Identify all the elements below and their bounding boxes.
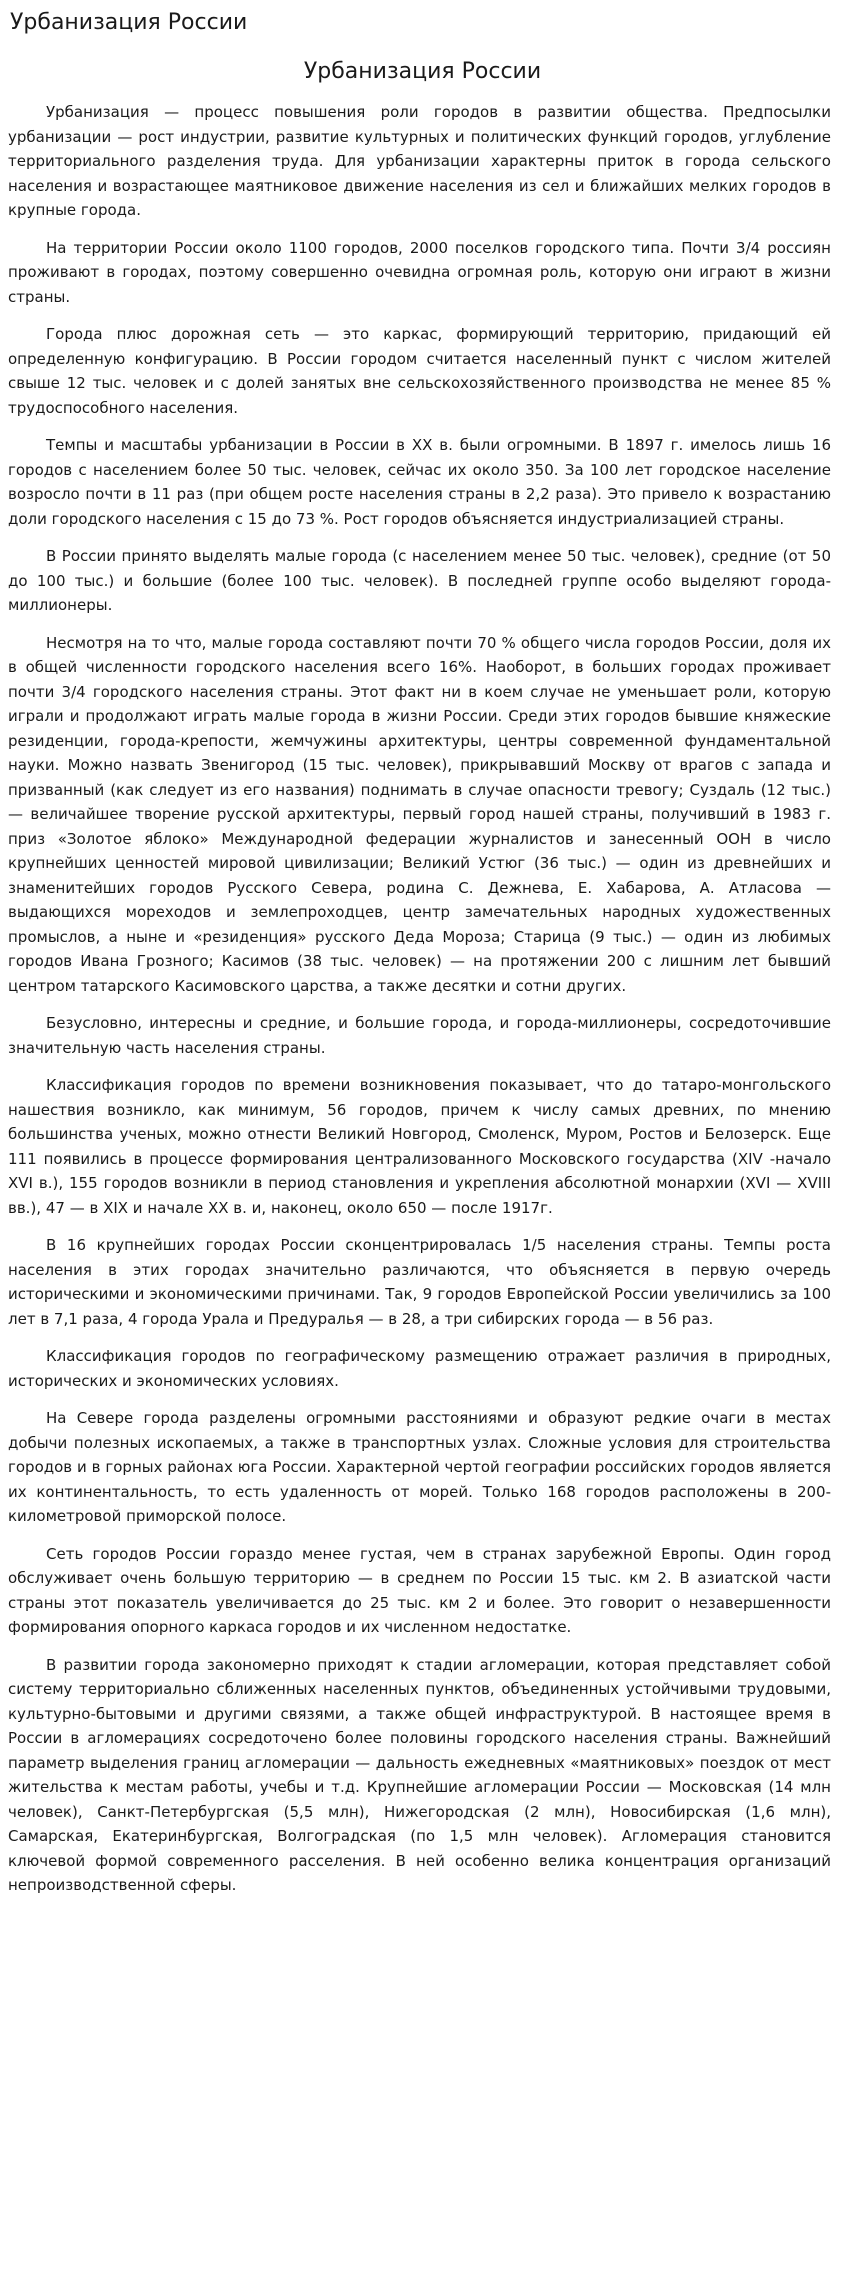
paragraph-city-count: На территории России около 1100 городов, 2000 поселков городского типа. Почти 3/4 россиян проживают в городах, поэтому совершенно очевидна огромная роль, которую они играют в жизни страны. — [8, 238, 831, 306]
paragraph-city-definition: Города плюс дорожная сеть — это каркас, формирующий территорию, придающий ей определенную конфигурацию. В России городом считается населенный пункт с числом жителей свыше 12 тыс. человек и с долей занятых вне сельскохозяйственного производства не менее 85 % трудоспособного населения. — [8, 325, 831, 417]
paragraph-agglomerations: В развитии города закономерно приходят к стадии агломерации, которая представляет собой систему территориально сближенных населенных пунктов, объединенных устойчивыми трудовыми, культурно-бытовыми и другими связями, а также общей инфраструктурой. В настоящее время в России в агломерациях сосредоточено более половины городского населения страны. Важнейший параметр выделения границ агломерации — дальность ежедневных «маятниковых» поездок от мест жительства к местам работы, учебы и т.д. Крупнейшие агломерации России — Московская (14 млн человек), Санкт-Петербургская (5,5 млн), Нижегородская (2 млн), Новосибирская (1,6 млн), Самарская, Екатеринбургская, Волгоградская (по 1,5 млн человек). Агломерация становится ключевой формой современного расселения. В ней особенно велика концентрация организаций непроизводственной сферы. — [8, 1655, 831, 1894]
window-title: Урбанизация России — [10, 10, 248, 35]
paragraph-largest-cities: В 16 крупнейших городах России сконцентрировалась 1/5 населения страны. Темпы роста населения в этих городах значительно различаются, что объясняется в первую очередь историческими и экономическими причинами. Так, 9 городов Европейской России увеличились за 100 лет в 7,1 раза, 4 города Урала и Предуралья — в 28, а три сибирских города — в 56 раз. — [8, 1236, 831, 1328]
paragraph-medium-large-cities: Безусловно, интересны и средние, и большие города, и города-миллионеры, сосредоточившие значительную часть населения страны. — [8, 1014, 831, 1057]
document-title: Урбанизация России — [303, 59, 542, 84]
paragraph-urbanization-pace: Темпы и масштабы урбанизации в России в XX в. были огромными. В 1897 г. имелось лишь 16 городов с населением более 50 тыс. человек, сейчас их около 350. За 100 лет городское население возросло почти в 11 раз (при общем росте населения страны в 2,2 раза). Это привело к возрастанию доли городского населения с 15 до 73 %. Рост городов объясняется индустриализацией страны. — [8, 436, 831, 528]
paragraph-city-network: Сеть городов России гораздо менее густая, чем в странах зарубежной Европы. Один город обслуживает очень большую территорию — в среднем по России 15 тыс. км 2. В азиатской части страны этот показатель увеличивается до 25 тыс. км 2 и более. Это говорит о незавершенности формирования опорного каркаса городов и их численном недостатке. — [8, 1544, 831, 1636]
paragraph-city-sizes: В России принято выделять малые города (с населением менее 50 тыс. человек), средние (от 50 до 100 тыс.) и большие (более 100 тыс. человек). В последней группе особо выделяют города-миллионеры. — [8, 547, 831, 614]
paragraph-classification-by-age: Классификация городов по времени возникновения показывает, что до татаро-монгольского нашествия возникло, как минимум, 56 городов, причем к числу самых древних, по мнению большинства ученых, можно отнести Великий Новгород, Смоленск, Муром, Ростов и Белозерск. Еще 111 появились в процессе формирования централизованного Московского государства (XIV -начало XVI в.), 155 городов возникли в период становления и укрепления абсолютной монархии (XVI — XVIII вв.), 47 — в XIX и начале XX в. и, наконец, около 650 — после 1917г. — [8, 1076, 831, 1217]
document-page — [0, 9, 847, 2289]
paragraph-small-towns: Несмотря на то что, малые города составляют почти 70 % общего числа городов России, доля их в общей численности городского населения всего 16%. Наоборот, в больших городах проживает почти 3/4 городского населения страны. Этот факт ни в коем случае не уменьшает роли, которую играли и продолжают играть малые города в жизни России. Среди этих городов бывшие княжеские резиденции, города-крепости, жемчужины архитектуры, центры современной фундаментальной науки. Можно назвать Звенигород (15 тыс. человек), прикрывавший Москву от врагов с запада и призванный (как следует из его названия) поднимать в случае опасности тревогу; Суздаль (12 тыс.) — величайшее творение русской архитектуры, первый город нашей страны, получивший в 1983 г. приз «Золотое яблоко» Международной федерации журналистов и занесенный ООН в число крупнейших ценностей мировой цивилизации; Великий Устюг (36 тыс.) — один из древнейших и знаменитейших городов Русского Севера, родина С. Дежнева, Е. Хабарова, А. Атласова — выдающихся мореходов и землепроходцев, центр замечательных народных художественных промыслов, а ныне и «резиденция» русского Деда Мороза; Старица (9 тыс.) — один из любимых городов Ивана Грозного; Касимов (38 тыс. человек) — на протяжении 200 с лишним лет бывший центром татарского Касимовского царства, а также десятки и сотни других. — [8, 633, 831, 995]
paragraph-urbanization-definition: Урбанизация — процесс повышения роли городов в развитии общества. Предпосылки урбанизации — рост индустрии, развитие культурных и политических функций городов, углубление территориального разделения труда. Для урбанизации характерны приток в города сельского населения и возрастающее маятниковое движение населения из сел и ближайших мелких городов в крупные города. — [8, 103, 831, 219]
paragraph-classification-by-geography: Классификация городов по географическому размещению отражает различия в природных, исторических и экономических условиях. — [8, 1347, 831, 1390]
paragraph-north-cities: На Севере города разделены огромными расстояниями и образуют редкие очаги в местах добычи полезных ископаемых, а также в транспортных узлах. Сложные условия для строительства городов и в горных районах юга России. Характерной чертой географии российских городов является их континентальность, то есть удаленность от морей. Только 168 городов расположены в 200-километровой приморской полосе. — [8, 1409, 831, 1525]
